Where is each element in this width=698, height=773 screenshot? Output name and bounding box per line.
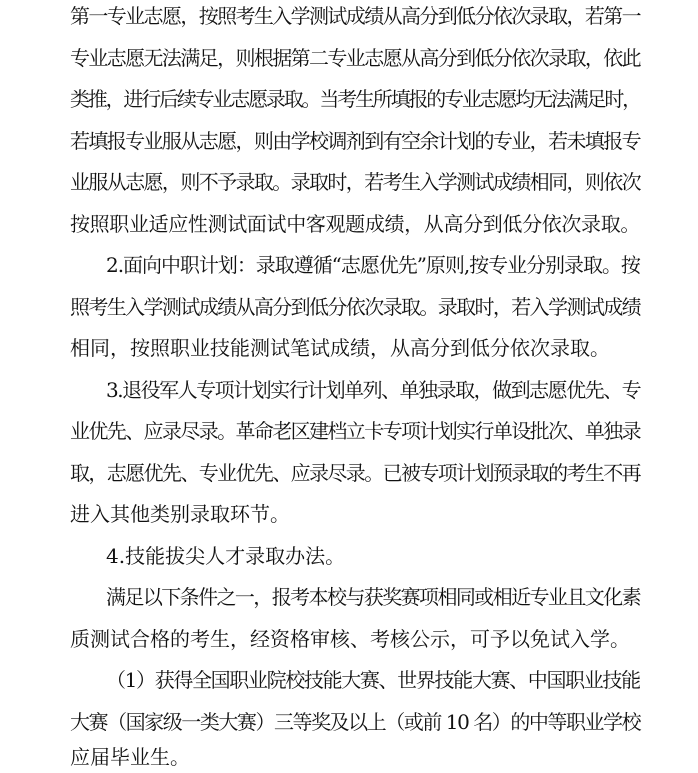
text-line: 按照职业适应性测试面试中客观题成绩，从高分到低分依次录取。 xyxy=(70,212,640,236)
text-line: 专业志愿无法满足，则根据第二专业志愿从高分到低分依次录取，依此 xyxy=(70,46,640,70)
text-line: 2.面向中职计划：录取遵循“志愿优先”原则,按专业分别录取。按 xyxy=(106,253,640,277)
text-line: 3.退役军人专项计划实行计划单列、单独录取，做到志愿优先、专 xyxy=(106,378,641,402)
text-line: 大赛（国家级一类大赛）三等奖及以上（或前 10 名）的中等职业学校 xyxy=(70,710,641,734)
text-line: 4.技能拔尖人才录取办法。 xyxy=(106,544,346,568)
text-line: 业服从志愿，则不予录取。录取时，若考生入学测试成绩相同，则依次 xyxy=(70,170,640,194)
text-line: 应届毕业生。 xyxy=(70,745,190,769)
text-line: 第一专业志愿，按照考生入学测试成绩从高分到低分依次录取，若第一 xyxy=(70,4,640,28)
text-line: 质测试合格的考生，经资格审核、考核公示，可予以免试入学。 xyxy=(70,627,630,651)
text-line: 业优先、应录尽录。革命老区建档立卡专项计划实行单设批次、单独录 xyxy=(70,419,640,443)
text-line: 照考生入学测试成绩从高分到低分依次录取。录取时，若入学测试成绩 xyxy=(70,295,640,319)
text-line: （1）获得全国职业院校技能大赛、世界技能大赛、中国职业技能 xyxy=(106,668,640,692)
text-line: 相同，按照职业技能测试笔试成绩，从高分到低分依次录取。 xyxy=(70,336,610,360)
text-line: 若填报专业服从志愿，则由学校调剂到有空余计划的专业，若未填报专 xyxy=(70,129,640,153)
text-line: 类推，进行后续专业志愿录取。当考生所填报的专业志愿均无法满足时， xyxy=(70,87,640,111)
text-line: 取，志愿优先、专业优先、应录尽录。已被专项计划预录取的考生不再 xyxy=(70,461,640,485)
text-line: 进入其他类别录取环节。 xyxy=(70,502,290,526)
text-line: 满足以下条件之一，报考本校与获奖赛项相同或相近专业且文化素 xyxy=(106,585,640,609)
